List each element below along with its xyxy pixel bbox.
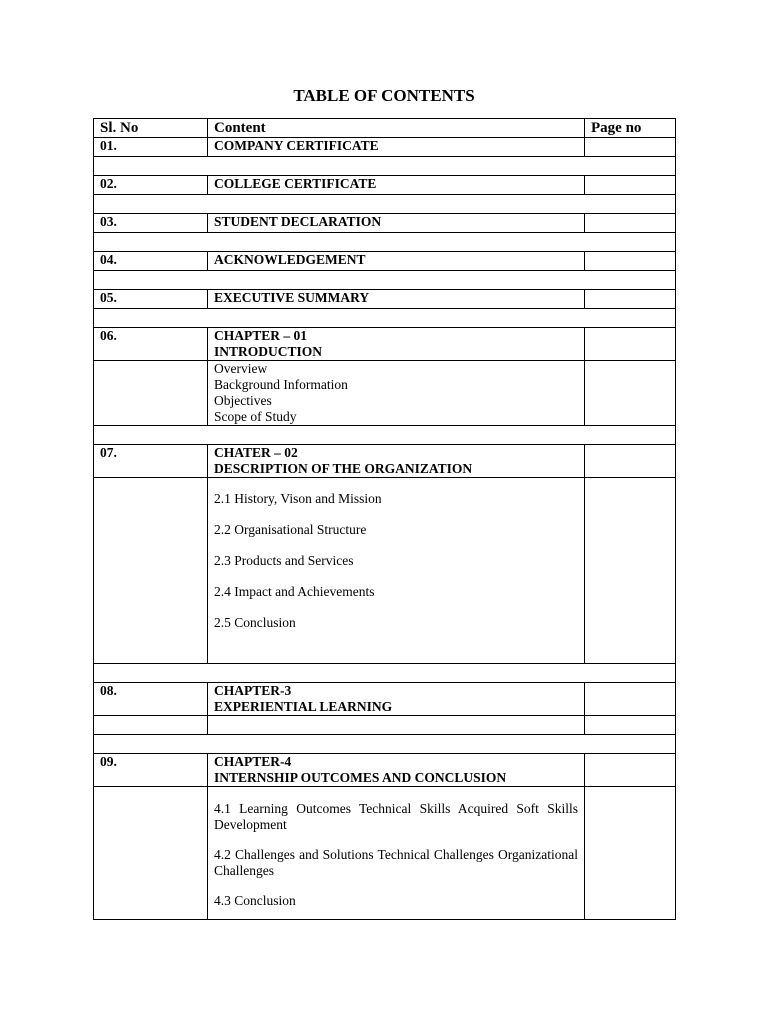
toc-table [93,118,676,920]
chapter-title [208,683,585,716]
page-no [585,328,676,361]
header-content: Content [208,119,585,138]
header-page-no: Page no [585,119,676,138]
chapter-number: CHAPTER-3 [214,683,292,698]
chapter-number: CHATER – 02 [214,445,298,460]
page-no [585,252,676,271]
sl-no: 05. [94,290,208,309]
chapter-row [94,328,676,361]
subsection-list [208,478,585,664]
chapter-row [94,445,676,478]
spacer-row [94,233,676,252]
sl-no: 01. [94,138,208,157]
subsection-item: Background Information [214,377,348,392]
page-no [585,683,676,716]
sl-no: 09. [94,754,208,787]
page-title: TABLE OF CONTENTS [293,86,475,105]
subsection-row [94,361,676,426]
chapter-title [208,328,585,361]
subsection-item: Objectives [214,393,272,408]
table-row [94,290,676,309]
sl-no: 07. [94,445,208,478]
spacer-row [94,195,676,214]
table-row [94,214,676,233]
page-no [585,138,676,157]
sl-no: 08. [94,683,208,716]
page-no [585,176,676,195]
subsection-item: 4.1 Learning Outcomes Technical Skills Acquired Soft Skills Development [214,801,578,832]
subsection-item: Overview [214,361,268,376]
subsection-item: 2.3 Products and Services [214,553,354,568]
header-row [94,119,676,138]
chapter-row [94,683,676,716]
subsection-item: 2.1 History, Vison and Mission [214,491,382,506]
spacer-row [94,426,676,445]
chapter-title [208,445,585,478]
spacer-row [94,664,676,683]
table-row [94,176,676,195]
spacer-row [94,309,676,328]
subsection-item: 2.5 Conclusion [214,615,296,630]
content: EXECUTIVE SUMMARY [208,290,585,309]
subsection-row [94,787,676,920]
chapter-number: CHAPTER-4 [214,754,292,769]
subsection-item: 4.2 Challenges and Solutions Technical Challenges Organizational Challenges [214,847,578,878]
page-no [585,290,676,309]
subsection-item: 2.4 Impact and Achievements [214,584,375,599]
page-no [585,445,676,478]
page-no [585,754,676,787]
subsection-list [208,787,585,920]
spacer-row [94,735,676,754]
empty-row [94,716,676,735]
chapter-name: INTERNSHIP OUTCOMES AND CONCLUSION [214,770,507,785]
sl-no: 02. [94,176,208,195]
chapter-name: EXPERIENTIAL LEARNING [214,699,393,714]
subsection-item: 4.3 Conclusion [214,893,296,908]
sl-no: 03. [94,214,208,233]
subsection-item: Scope of Study [214,409,297,424]
chapter-number: CHAPTER – 01 [214,328,308,343]
chapter-row [94,754,676,787]
chapter-name: DESCRIPTION OF THE ORGANIZATION [214,461,473,476]
content: COLLEGE CERTIFICATE [208,176,585,195]
table-row [94,252,676,271]
chapter-title [208,754,585,787]
subsection-row [94,478,676,664]
spacer-row [94,157,676,176]
chapter-name: INTRODUCTION [214,344,323,359]
subsection-item: 2.2 Organisational Structure [214,522,367,537]
content: COMPANY CERTIFICATE [208,138,585,157]
sl-no: 06. [94,328,208,361]
subsection-list [208,361,585,426]
table-row [94,138,676,157]
spacer-row [94,271,676,290]
page-no [585,214,676,233]
sl-no: 04. [94,252,208,271]
content: ACKNOWLEDGEMENT [208,252,585,271]
header-sl-no: Sl. No [94,119,208,138]
content: STUDENT DECLARATION [208,214,585,233]
